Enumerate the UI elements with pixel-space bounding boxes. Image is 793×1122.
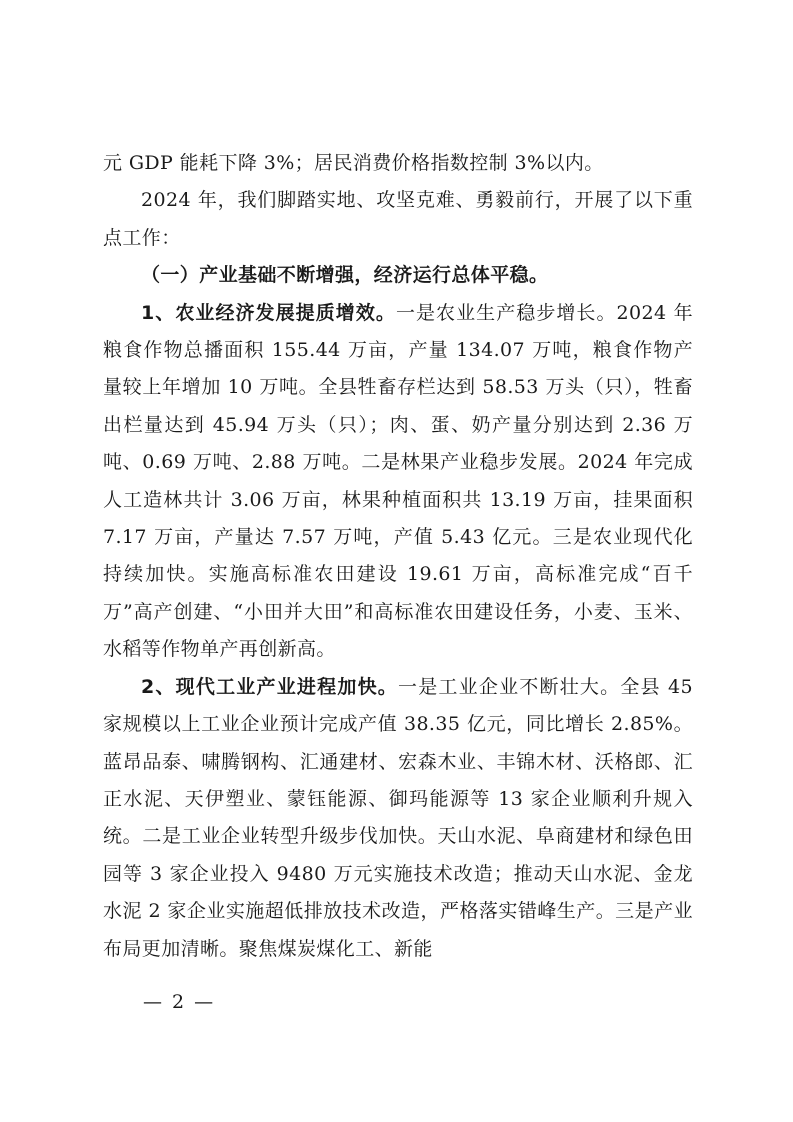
paragraph-industry-lead: 2、现代工业产业进程加快。: [141, 675, 398, 698]
paragraph-industry-body: 一是工业企业不断壮大。全县 45 家规模以上工业企业预计完成产值 38.35 亿元，同比增长 2.85%。蓝昂品泰、啸腾钢构、汇通建材、宏森木业、丰锦木材、沃格郎、汇正水泥、天伊塑业、蒙钰能源、御玛能源等 13 家企业顺利升规入统。二是工业企业转型升级步伐加快。天山水泥、阜商建材和绿色田园等 3 家企业投入 9480 万元实施技术改造；推动天山水泥、金龙水泥 2 家企业实施超低排放技术改造，严格落实错峰生产。三是产业布局更加清晰。聚焦煤炭煤化工、新能: [103, 675, 694, 960]
section-heading: （一）产业基础不断增强，经济运行总体平稳。: [141, 264, 549, 287]
paragraph-continuation: 元 GDP 能耗下降 3%；居民消费价格指数控制 3%以内。: [103, 152, 604, 174]
paragraph-industry: [103, 669, 693, 968]
paragraph-intro: 2024 年，我们脚踏实地、攻坚克难、勇毅前行，开展了以下重点工作：: [103, 189, 693, 249]
page-number: — 2 —: [143, 991, 216, 1013]
paragraph-agriculture-lead: 1、农业经济发展提质增效。: [141, 301, 396, 324]
body-text: [103, 145, 693, 968]
paragraph-agriculture: [103, 295, 693, 669]
paragraph-agriculture-body: 一是农业生产稳步增长。2024 年粮食作物总播面积 155.44 万亩，产量 134.07 万吨，粮食作物产量较上年增加 10 万吨。全县牲畜存栏达到 58.53 万头（只），牲畜出栏量达到 45.94 万头（只）；肉、蛋、奶产量分别达到 2.36 万吨、0.69 万吨、2.88 万吨。二是林果产业稳步发展。2024 年完成人工造林共计 3.06 万亩，林果种植面积共 13.19 万亩，挂果面积 7.17 万亩，产量达 7.57 万吨，产值 5.43 亿元。三是农业现代化持续加快。实施高标准农田建设 19.61 万亩，高标准完成“百千万”高产创建、“小田并大田”和高标准农田建设任务，小麦、玉米、水稻等作物单产再创新高。: [103, 301, 693, 661]
